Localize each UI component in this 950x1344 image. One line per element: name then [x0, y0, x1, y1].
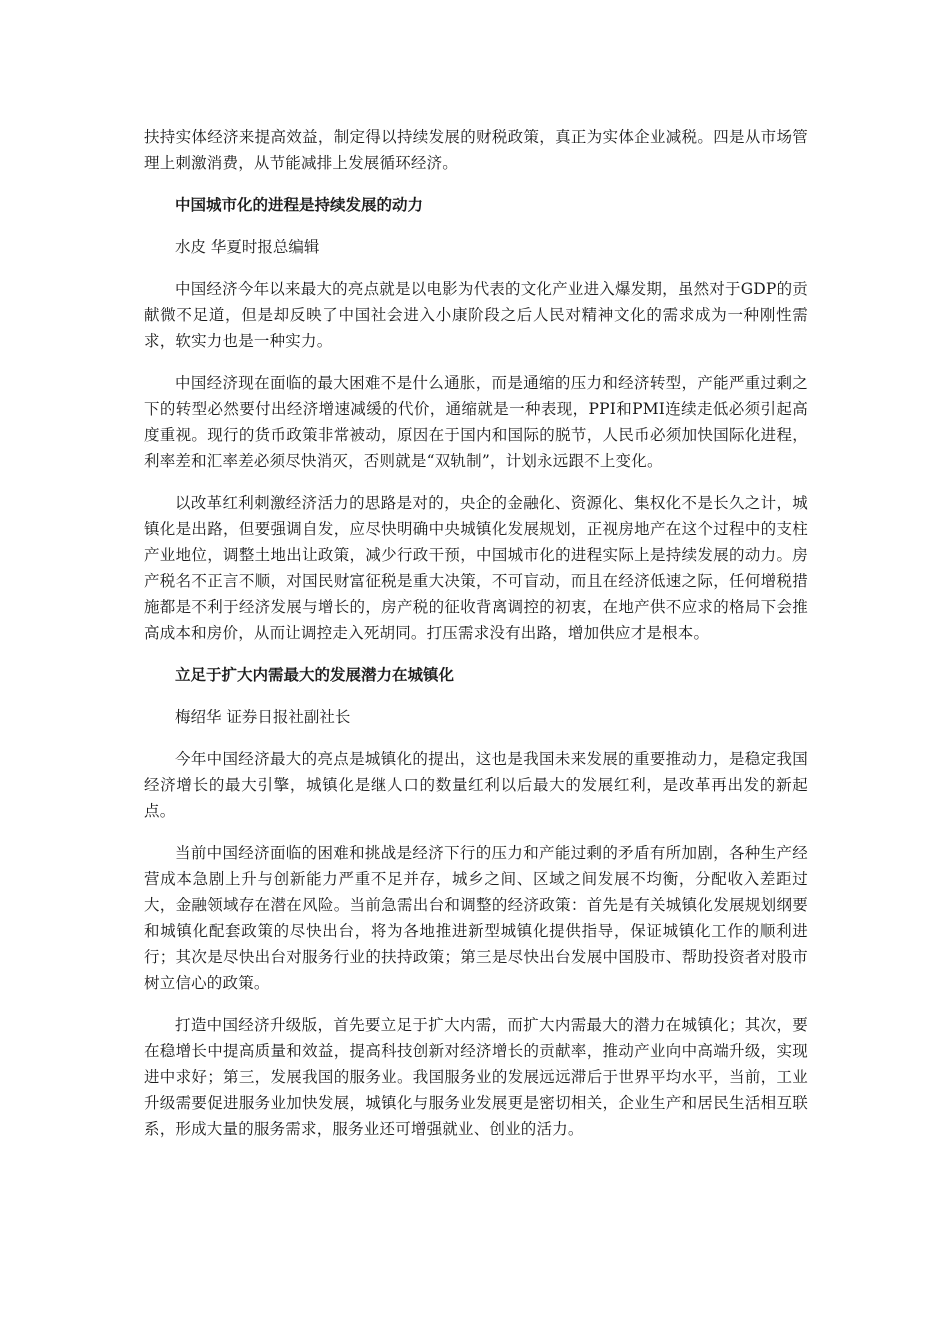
body-paragraph: 中国经济今年以来最大的亮点就是以电影为代表的文化产业进入爆发期，虽然对于GDP的贡献微不足道，但是却反映了中国社会进入小康阶段之后人民对精神文化的需求成为一种刚性需求，软实力也是一种实力。 [144, 280, 808, 350]
document-page [144, 124, 808, 1142]
body-paragraph: 今年中国经济最大的亮点是城镇化的提出，这也是我国未来发展的重要推动力，是稳定我国经济增长的最大引擎，城镇化是继人口的数量红利以后最大的发展红利，是改革再出发的新起点。 [144, 750, 808, 820]
body-paragraph: 中国经济现在面临的最大困难不是什么通胀，而是通缩的压力和经济转型，产能严重过剩之下的转型必然要付出经济增速减缓的代价，通缩就是一种表现，PPI和PMI连续走低必须引起高度重视。现行的货币政策非常被动，原因在于国内和国际的脱节，人民币必须加快国际化进程，利率差和汇率差必须尽快消灭，否则就是“双轨制”，计划永远跟不上变化。 [144, 374, 808, 470]
body-paragraph: 打造中国经济升级版，首先要立足于扩大内需，而扩大内需最大的潜力在城镇化；其次，要在稳增长中提高质量和效益，提高科技创新对经济增长的贡献率，推动产业向中高端升级，实现进中求好；第三，发展我国的服务业。我国服务业的发展远远滞后于世界平均水平，当前，工业升级需要促进服务业加快发展，城镇化与服务业发展更是密切相关，企业生产和居民生活相互联系，形成大量的服务需求，服务业还可增强就业、创业的活力。 [144, 1016, 808, 1138]
body-paragraph: 当前中国经济面临的困难和挑战是经济下行的压力和产能过剩的矛盾有所加剧，各种生产经营成本急剧上升与创新能力严重不足并存，城乡之间、区域之间发展不均衡，分配收入差距过大，金融领域存在潜在风险。当前急需出台和调整的经济政策：首先是有关城镇化发展规划纲要和城镇化配套政策的尽快出台，将为各地推进新型城镇化提供指导，保证城镇化工作的顺利进行；其次是尽快出台对服务行业的扶持政策；第三是尽快出台发展中国股市、帮助投资者对股市树立信心的政策。 [144, 844, 808, 992]
body-paragraph: 以改革红利刺激经济活力的思路是对的，央企的金融化、资源化、集权化不是长久之计，城镇化是出路，但要强调自发，应尽快明确中央城镇化发展规划，正视房地产在这个过程中的支柱产业地位，调整土地出让政策，减少行政干预，中国城市化的进程实际上是持续发展的动力。房产税名不正言不顺，对国民财富征税是重大决策，不可盲动，而且在经济低速之际，任何增税措施都是不利于经济发展与增长的，房产税的征收背离调控的初衷，在地产供不应求的格局下会推高成本和房价，从而让调控走入死胡同。打压需求没有出路，增加供应才是根本。 [144, 494, 808, 642]
section-heading-domestic-demand: 立足于扩大内需最大的发展潜力在城镇化 [175, 666, 455, 684]
section-heading-urbanization-driver: 中国城市化的进程是持续发展的动力 [175, 196, 424, 214]
intro-paragraph: 扶持实体经济来提高效益，制定得以持续发展的财税政策，真正为实体企业减税。四是从市场管理上刺激消费，从节能减排上发展循环经济。 [144, 128, 808, 172]
byline-author-1: 水皮 华夏时报总编辑 [175, 238, 320, 256]
byline-author-2: 梅绍华 证券日报社副社长 [175, 708, 351, 726]
